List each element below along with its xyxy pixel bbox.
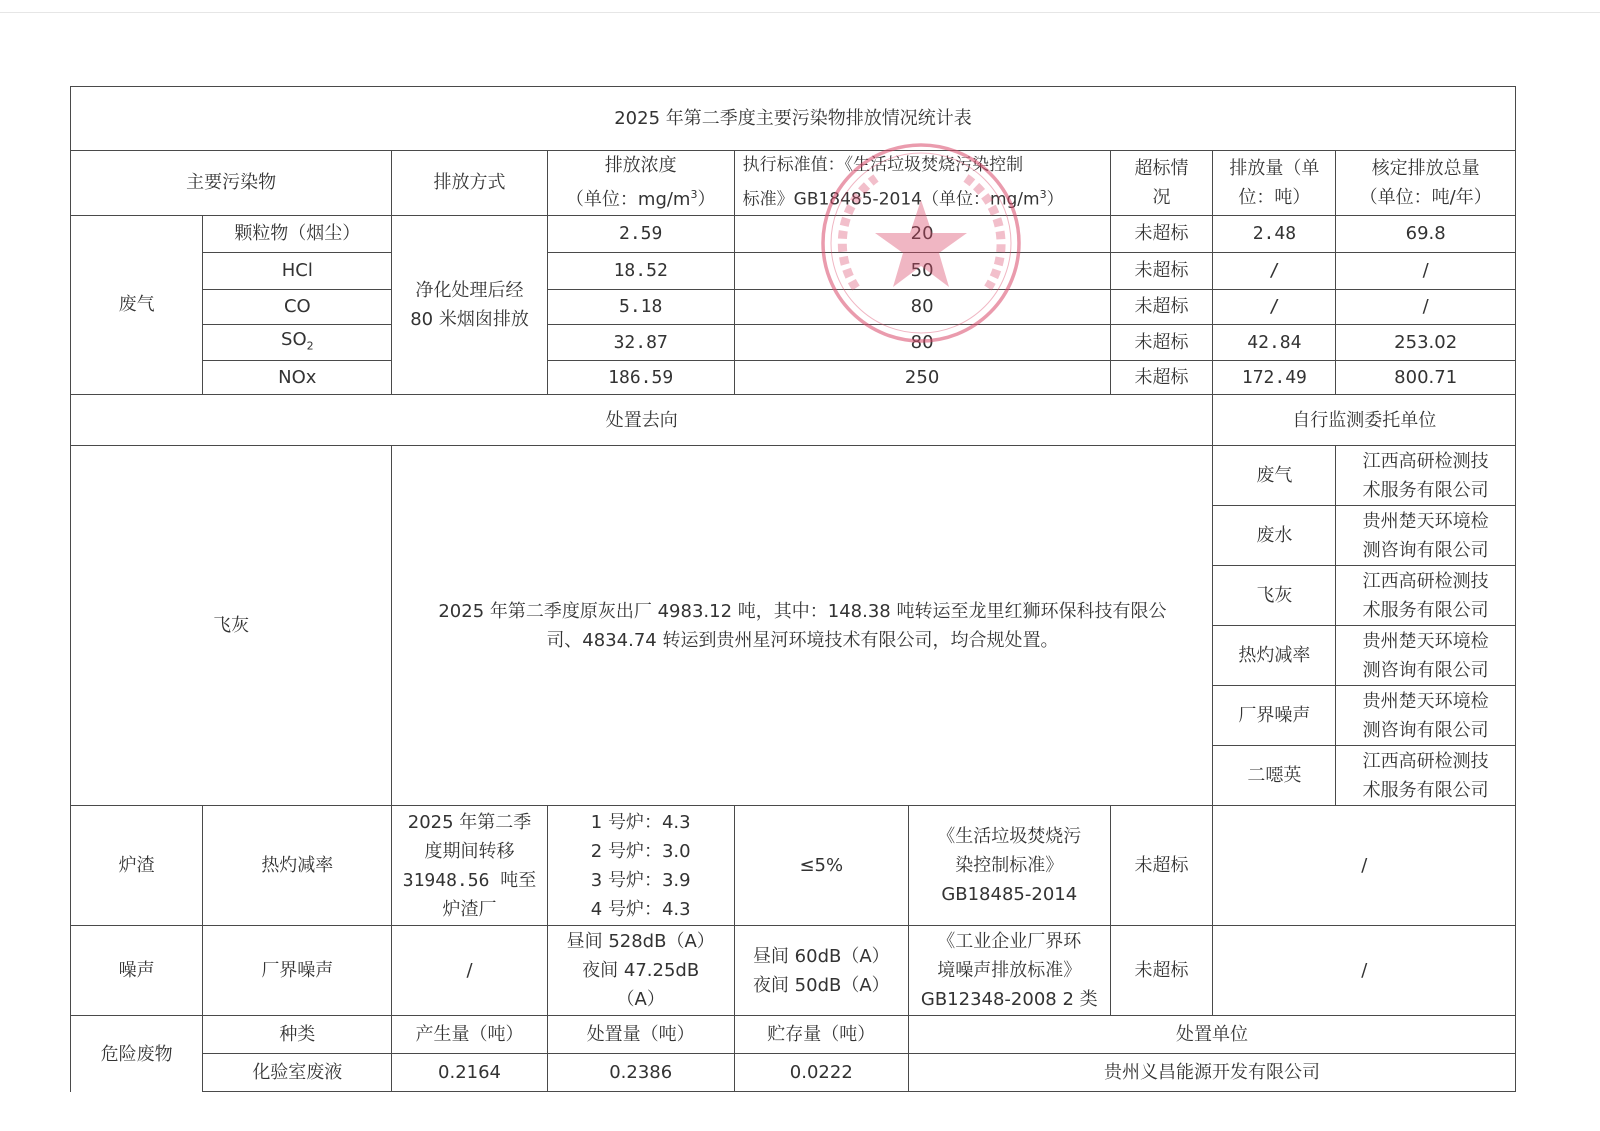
monitor-unit-line1: 江西高研检测技: [1362, 570, 1489, 592]
header-concentration-label: 排放浓度: [604, 155, 677, 177]
monitor-heading: 自行监测委托单位: [1213, 395, 1516, 446]
hazardous-stored: 0.0222: [734, 1054, 908, 1092]
slag-standard-line1: 《生活垃圾焚烧污: [937, 826, 1082, 848]
monitor-unit: [1336, 746, 1516, 806]
slag-standard: [908, 806, 1110, 926]
standard-value: 50: [734, 252, 1110, 289]
concentration-value: 5.18: [547, 289, 734, 324]
slag-furnace-values: [547, 806, 734, 926]
noise-item: 厂界噪声: [203, 926, 392, 1016]
header-total-line1: 核定排放总量: [1371, 157, 1480, 179]
hazardous-produced: 0.2164: [392, 1054, 547, 1092]
monitor-unit-line1: 江西高研检测技: [1362, 750, 1489, 772]
concentration-value: 18.52: [547, 252, 734, 289]
exceed-status: 未超标: [1110, 215, 1213, 252]
hazardous-col-disposed: 处置量（吨）: [547, 1016, 734, 1054]
monitor-item: 热灼减率: [1213, 626, 1336, 686]
pollutant-formula: SO: [281, 328, 307, 350]
slag-transfer-line4: 炉渣厂: [442, 898, 497, 920]
noise-measured: [547, 926, 734, 1016]
slag-transfer-line2: 度期间转移: [424, 840, 515, 862]
noise-row: [71, 926, 1516, 1016]
flyash-row: [71, 446, 1516, 506]
unit-superscript: 3: [690, 188, 698, 202]
table-title: 2025 年第二季度主要污染物排放情况统计表: [71, 87, 1516, 151]
pollutant-name: NOx: [203, 361, 392, 395]
noise-standard-line2: 境噪声排放标准》: [937, 960, 1082, 982]
noise-measured-line1: 昼间 528dB（A）: [566, 931, 715, 953]
monitor-unit-line2: 术服务有限公司: [1362, 479, 1489, 501]
monitor-unit-line2: 术服务有限公司: [1362, 599, 1489, 621]
exceed-status: 未超标: [1110, 324, 1213, 361]
emission-amount: /: [1213, 252, 1336, 289]
slag-standard-line3: GB18485-2014: [941, 884, 1078, 906]
emission-amount: 2.48: [1213, 215, 1336, 252]
pollutant-name: [203, 324, 392, 361]
slag-category: 炉渣: [71, 806, 203, 926]
monitor-unit: [1336, 566, 1516, 626]
waste-gas-method: [392, 215, 547, 395]
monitor-item: 厂界噪声: [1213, 686, 1336, 746]
method-line1: 净化处理后经: [415, 279, 524, 301]
table-row: [71, 289, 1516, 324]
slag-transfer-line3: 31948.56 吨至: [402, 869, 537, 891]
exceed-status: 未超标: [1110, 289, 1213, 324]
noise-standard: [908, 926, 1110, 1016]
noise-category: 噪声: [71, 926, 203, 1016]
method-line2: 80 米烟囱排放: [410, 308, 529, 330]
hazardous-col-unit: 处置单位: [908, 1016, 1515, 1054]
standard-value: 80: [734, 289, 1110, 324]
header-standard-line1: 执行标准值：《生活垃圾焚烧污染控制: [742, 155, 1024, 175]
hazardous-unit: 贵州义昌能源开发有限公司: [908, 1054, 1515, 1092]
emission-amount: 172.49: [1213, 361, 1336, 395]
standard-value: 20: [734, 215, 1110, 252]
approved-total: /: [1336, 289, 1516, 324]
header-exceed-line2: 况: [1152, 186, 1171, 208]
monitor-unit: [1336, 506, 1516, 566]
standard-unit-close: ）: [1046, 189, 1064, 210]
slag-row: [71, 806, 1516, 926]
noise-standard-line3: GB12348-2008 2 类: [920, 989, 1098, 1011]
monitor-unit: [1336, 626, 1516, 686]
header-row: [71, 151, 1516, 216]
noise-status: 未超标: [1110, 926, 1213, 1016]
noise-method: /: [392, 926, 547, 1016]
noise-limit-line2: 夜间 50dB（A）: [752, 974, 890, 996]
noise-standard-line1: 《工业企业厂界环: [937, 931, 1082, 953]
header-standard: [734, 151, 1110, 216]
noise-measured-line2: 夜间 47.25dB: [582, 960, 700, 982]
concentration-value: 2.59: [547, 215, 734, 252]
waste-gas-category: 废气: [71, 215, 203, 395]
noise-limit: [734, 926, 908, 1016]
slag-limit: ≤5%: [734, 806, 908, 926]
hazardous-header-row: [71, 1016, 1516, 1054]
slag-item: 热灼减率: [203, 806, 392, 926]
table-row: [71, 252, 1516, 289]
hazardous-disposed: 0.2386: [547, 1054, 734, 1092]
approved-total: 253.02: [1336, 324, 1516, 361]
slag-standard-line2: 染控制标准》: [955, 855, 1064, 877]
page-top-rule: [0, 12, 1600, 13]
header-exceed-line1: 超标情: [1134, 157, 1189, 179]
header-total-line2: （单位：吨/年）: [1359, 186, 1492, 208]
monitor-item: 飞灰: [1213, 566, 1336, 626]
flyash-label: 飞灰: [71, 446, 392, 806]
noise-unit: /: [1213, 926, 1516, 1016]
monitor-item: 废水: [1213, 506, 1336, 566]
standard-unit-superscript: 3: [1039, 188, 1047, 201]
title-row: [71, 87, 1516, 151]
approved-total: 69.8: [1336, 215, 1516, 252]
header-amount-line1: 排放量（单: [1229, 157, 1320, 179]
standard-unit-text: 标准》GB18485-2014（单位：mg/m: [742, 189, 1040, 210]
pollutant-name: 颗粒物（烟尘）: [203, 215, 392, 252]
monitor-unit-line1: 贵州楚天环境检: [1362, 510, 1489, 532]
slag-transfer: [392, 806, 547, 926]
header-exceed: [1110, 151, 1213, 216]
monitor-unit-line2: 术服务有限公司: [1362, 779, 1489, 801]
pollutant-formula-subscript: 2: [306, 339, 314, 353]
monitor-unit-line1: 贵州楚天环境检: [1362, 690, 1489, 712]
exceed-status: 未超标: [1110, 361, 1213, 395]
emission-statistics-sheet: [70, 86, 1516, 1092]
header-total: [1336, 151, 1516, 216]
header-concentration: [547, 151, 734, 216]
monitor-unit-line2: 测咨询有限公司: [1362, 539, 1489, 561]
flyash-disposal-note: [392, 446, 1213, 806]
header-amount: [1213, 151, 1336, 216]
hazardous-kind: 化验室废液: [203, 1054, 392, 1092]
pollutant-name: HCl: [203, 252, 392, 289]
flyash-note-line2: 司、4834.74 转运到贵州星河环境技术有限公司，均合规处置。: [546, 629, 1059, 651]
monitor-unit-line1: 江西高研检测技: [1362, 450, 1489, 472]
flyash-note-line1: 2025 年第二季度原灰出厂 4983.12 吨，其中：148.38 吨转运至龙里红狮环保科技有限公: [438, 600, 1167, 622]
table-row: [71, 215, 1516, 252]
monitor-unit-line2: 测咨询有限公司: [1362, 719, 1489, 741]
monitor-item: 二噁英: [1213, 746, 1336, 806]
furnace-2-value: 2 号炉：3.0: [590, 840, 691, 862]
emission-amount: /: [1213, 289, 1336, 324]
hazardous-col-kind: 种类: [203, 1016, 392, 1054]
approved-total: 800.71: [1336, 361, 1516, 395]
monitor-unit-line2: 测咨询有限公司: [1362, 659, 1489, 681]
monitor-unit-line1: 贵州楚天环境检: [1362, 630, 1489, 652]
approved-total: /: [1336, 252, 1516, 289]
furnace-1-value: 1 号炉：4.3: [590, 811, 691, 833]
table-row: [71, 361, 1516, 395]
hazardous-category: 危险废物: [71, 1016, 203, 1092]
furnace-4-value: 4 号炉：4.3: [590, 898, 691, 920]
monitor-unit: [1336, 446, 1516, 506]
slag-transfer-line1: 2025 年第二季: [407, 811, 532, 833]
noise-measured-line3: （A）: [616, 989, 665, 1011]
header-pollutant: 主要污染物: [71, 151, 392, 216]
header-concentration-unit: [551, 180, 731, 214]
standard-value: 250: [734, 361, 1110, 395]
header-method: 排放方式: [392, 151, 547, 216]
header-amount-line2: 位：吨）: [1238, 186, 1311, 208]
hazardous-col-produced: 产生量（吨）: [392, 1016, 547, 1054]
disposal-header-row: [71, 395, 1516, 446]
unit-close: ）: [697, 189, 716, 211]
monitor-item: 废气: [1213, 446, 1336, 506]
standard-value: 80: [734, 324, 1110, 361]
slag-status: 未超标: [1110, 806, 1213, 926]
header-standard-line2: [743, 180, 1107, 215]
noise-limit-line1: 昼间 60dB（A）: [752, 945, 890, 967]
table-row: [71, 324, 1516, 361]
hazardous-col-stored: 贮存量（吨）: [734, 1016, 908, 1054]
slag-unit: /: [1213, 806, 1516, 926]
emission-table: [70, 86, 1516, 1092]
furnace-3-value: 3 号炉：3.9: [590, 869, 691, 891]
monitor-unit: [1336, 686, 1516, 746]
table-row: [71, 1054, 1516, 1092]
emission-amount: 42.84: [1213, 324, 1336, 361]
unit-text: （单位：mg/m: [565, 189, 691, 211]
pollutant-name: CO: [203, 289, 392, 324]
exceed-status: 未超标: [1110, 252, 1213, 289]
concentration-value: 186.59: [547, 361, 734, 395]
concentration-value: 32.87: [547, 324, 734, 361]
disposal-heading: 处置去向: [71, 395, 1213, 446]
